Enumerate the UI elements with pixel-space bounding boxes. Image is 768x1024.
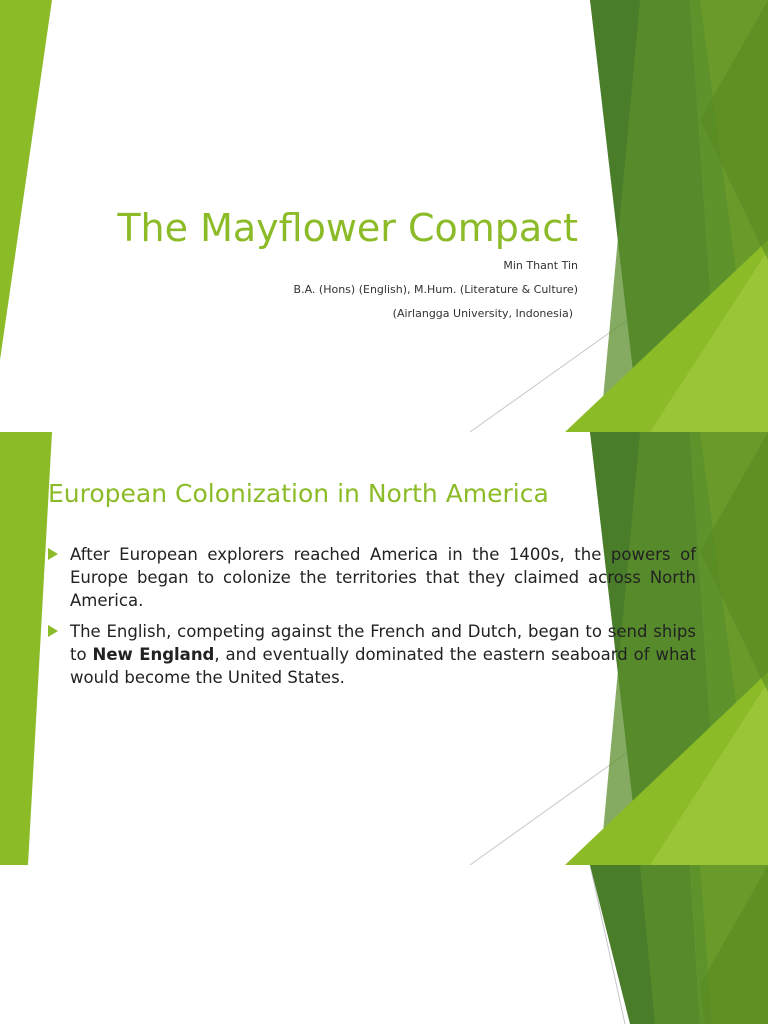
bullet-text: After European explorers reached America in the 1400s, the powers of Europe began to colonize the territories that they claimed across North America. <box>70 545 696 610</box>
author-degree: B.A. (Hons) (English), M.Hum. (Literature & Culture) <box>293 283 578 296</box>
bullet-text-before: The English, competing against the French and Dutch, began to send ships to <box>70 622 696 664</box>
bullet-arrow-icon <box>48 625 58 637</box>
slide-title: The Mayflower Compact <box>117 206 578 250</box>
bullet-text-after: , and eventually dominated the eastern seaboard of what would become the United States. <box>70 645 696 687</box>
bullet-arrow-icon <box>48 548 58 560</box>
map-slide <box>0 865 768 1024</box>
left-green-band <box>0 0 52 360</box>
author-name: Min Thant Tin <box>503 259 578 272</box>
content-title: European Colonization in North America <box>48 479 549 508</box>
bullet-text-bold: New England <box>92 645 215 664</box>
bullet-item <box>48 620 696 689</box>
left-green-band <box>0 432 52 865</box>
title-slide <box>0 0 768 432</box>
bullet-item <box>48 543 696 612</box>
slide-decoration <box>0 865 768 1024</box>
bullet-list <box>48 543 696 697</box>
author-university: (Airlangga University, Indonesia) <box>392 307 573 320</box>
